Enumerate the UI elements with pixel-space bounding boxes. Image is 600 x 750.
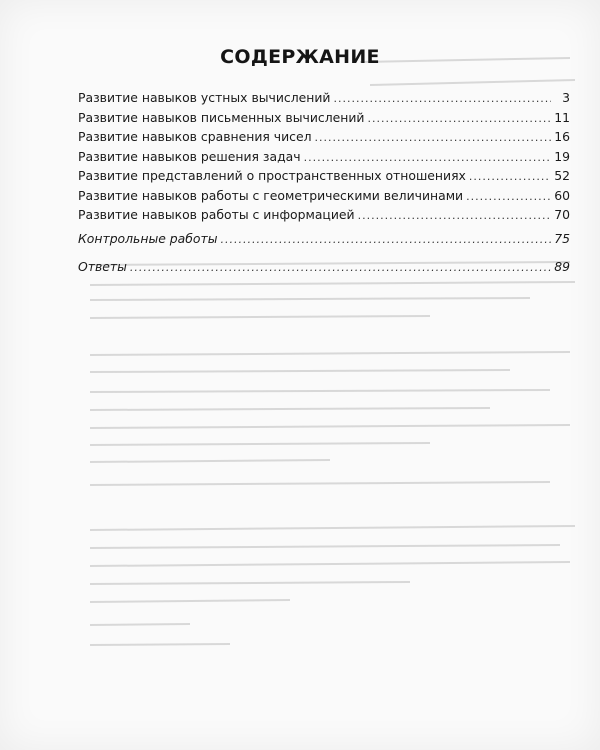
dot-leader bbox=[466, 190, 551, 203]
toc-entry-page: 3 bbox=[562, 90, 570, 105]
toc-entry-page: 70 bbox=[554, 207, 570, 222]
toc-entry-page: 75 bbox=[554, 230, 570, 246]
toc-entry-label: Развитие навыков сравнения чисел bbox=[78, 129, 312, 144]
toc-entry-page: 52 bbox=[554, 168, 570, 183]
toc-entry-page: 60 bbox=[554, 187, 570, 203]
page-title: СОДЕРЖАНИЕ bbox=[220, 46, 380, 68]
toc-entry-label: Ответы bbox=[78, 258, 127, 274]
toc-entry bbox=[78, 259, 570, 283]
dot-leader bbox=[367, 112, 551, 125]
toc-entry bbox=[78, 207, 570, 227]
toc-entry bbox=[78, 149, 570, 169]
dot-leader bbox=[333, 92, 551, 105]
toc-entry-label: Развитие навыков устных вычислений bbox=[78, 90, 331, 105]
toc-entry-page: 11 bbox=[554, 109, 570, 125]
dot-leader bbox=[130, 261, 551, 274]
toc-entry bbox=[78, 188, 570, 208]
table-of-contents bbox=[78, 90, 570, 283]
dot-leader bbox=[221, 233, 552, 246]
toc-entry bbox=[78, 90, 570, 110]
dot-leader bbox=[358, 209, 551, 222]
dot-leader bbox=[315, 131, 552, 144]
toc-entry-label: Развитие навыков решения задач bbox=[78, 148, 301, 164]
toc-entry bbox=[78, 110, 570, 130]
toc-entry bbox=[78, 168, 570, 188]
dot-leader bbox=[469, 170, 551, 183]
toc-entry-page: 16 bbox=[554, 129, 570, 144]
dot-leader bbox=[304, 151, 551, 164]
toc-entry bbox=[78, 129, 570, 149]
toc-entry-label: Развитие навыков работы с геометрическими величинами bbox=[78, 187, 464, 203]
toc-entry-page: 89 bbox=[554, 258, 570, 274]
toc-entry-label: Контрольные работы bbox=[78, 230, 218, 246]
toc-entry-label: Развитие представлений о пространственных отношениях bbox=[78, 168, 466, 183]
toc-entry bbox=[78, 231, 570, 255]
toc-entry-label: Развитие навыков письменных вычислений bbox=[78, 109, 365, 125]
toc-entry-label: Развитие навыков работы с информацией bbox=[78, 207, 355, 222]
toc-entry-page: 19 bbox=[554, 148, 570, 164]
